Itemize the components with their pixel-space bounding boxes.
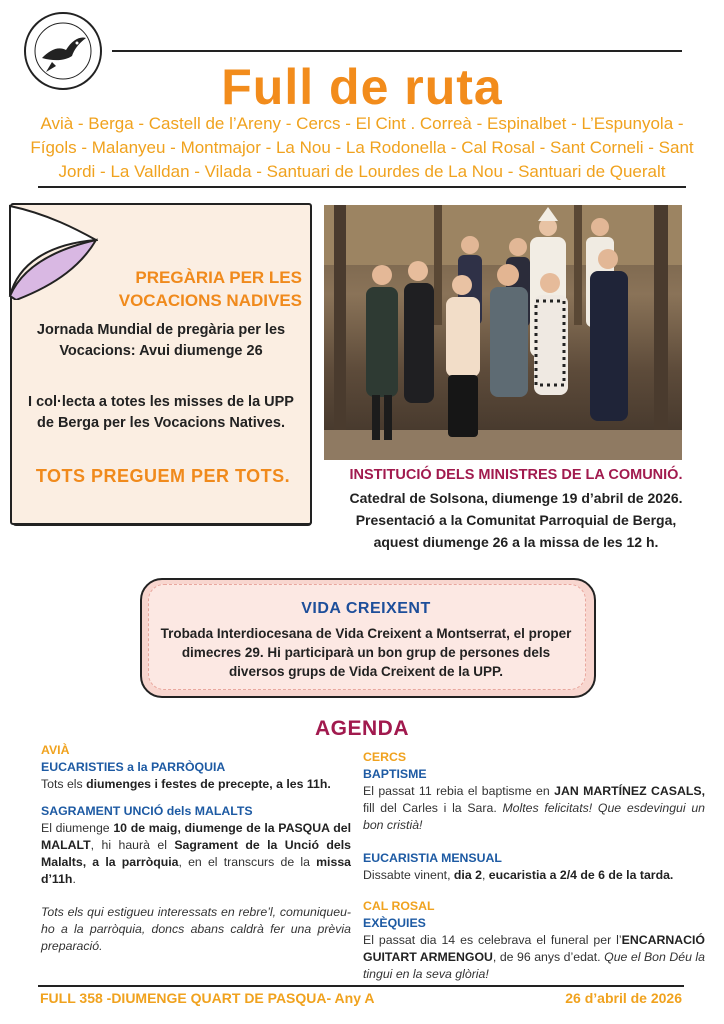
footer-date: 26 d’abril de 2026 [565, 990, 682, 1006]
prayer-title [80, 266, 302, 312]
town-cercs: CERCS [363, 750, 407, 764]
prayer-slogan: TOTS PREGUEM PER TOTS. [35, 466, 291, 486]
town-avia: AVIÀ [41, 743, 70, 757]
eucaristia-mensual-text [363, 867, 705, 884]
exequies-text [363, 932, 705, 983]
institucio-line-2: Presentació a la Comunitat Parroquial de Berga, [355, 512, 677, 528]
institucio-line-1: Catedral de Solsona, diumenge 19 d’abril de 2026. [349, 490, 683, 506]
uncio-note: Tots els qui estigueu interessats en rebre’l, comuniqueu-ho a la parròquia, doncs abans caldrà fer una prèvia preparació. [41, 905, 351, 953]
baptisme-text [363, 783, 705, 834]
page-title: Full de ruta [221, 59, 503, 115]
uncio-text-g: . [72, 872, 76, 886]
uncio-text-a: El diumenge [41, 821, 114, 835]
agenda-left-column [41, 742, 351, 955]
baptisme-text-d: Moltes felicitats! Que esdevingui un bon cristià! [363, 801, 705, 832]
mensual-text-b: dia 2 [453, 868, 482, 882]
baptisme-text-c: fill del Carles i la Sara. [363, 801, 503, 815]
eucaristies-text-a: Tots els [41, 777, 87, 791]
baptisme-text-b: JAN MARTÍNEZ CASALS, [554, 784, 705, 798]
section-uncio-malalts: SAGRAMENT UNCIÓ dels MALALTS [41, 804, 253, 818]
mensual-text-c: , [481, 868, 489, 882]
eucaristies-text [41, 776, 351, 793]
footer-issue: FULL 358 -DIUMENGE QUART DE PASQUA- Any A [40, 990, 375, 1006]
vida-creixent-title: VIDA CREIXENT [301, 600, 431, 617]
mensual-text-d: eucaristia a 2/4 de 6 de la tarda. [488, 868, 674, 882]
agenda-right-column [363, 749, 705, 983]
institucio-line-3: aquest diumenge 26 a la missa de les 12 h. [373, 534, 659, 550]
exequies-text-c: , de 96 anys d’edat. [492, 950, 605, 964]
town-cal-rosal: CAL ROSAL [363, 899, 435, 913]
uncio-text-e: , en el transcurs de la [178, 855, 317, 869]
eucaristies-text-b: diumenges i festes de precepte, a les 11h. [86, 777, 331, 791]
exequies-text-d: Que el Bon Déu la tingui en la seva glòria! [363, 950, 705, 981]
agenda-title: AGENDA [314, 717, 409, 740]
footer-rule [38, 985, 684, 987]
uncio-text-d: Sagrament de la Unció dels Malalts, a la parròquia [41, 838, 351, 869]
section-exequies: EXÈQUIES [363, 916, 426, 930]
uncio-malalts-text [41, 820, 351, 888]
places-list: Avià - Berga - Castell de l’Areny - Cercs - El Cint . Correà - Espinalbet - L’Espunyola - Fígols - Malanyeu - Montmajor - La Nou - La Rodonella - Cal Rosal - Sant Corneli - Sant Jordi - La Valldan - Vilada - Santuari de Lourdes de La Nou - Santuari de Queralt [30, 114, 694, 181]
prayer-paragraph-1: Jornada Mundial de pregària per les Vocacions: Avui diumenge 26 [36, 322, 286, 359]
prayer-title-line1: PREGÀRIA PER LES [135, 268, 302, 287]
section-eucaristia-mensual: EUCARISTIA MENSUAL [363, 851, 502, 865]
mensual-text-a: Dissabte vinent, [363, 868, 454, 882]
prayer-paragraph-2: I col·lecta a totes les misses de la UPP de Berga per les Vocacions Natives. [28, 394, 294, 431]
header-rule [112, 50, 682, 52]
uncio-text-b: 10 de maig, diumenge de la PASQUA del MALALT [41, 821, 351, 852]
section-eucaristies: EUCARISTIES a la PARRÒQUIA [41, 760, 226, 774]
baptisme-text-a: El passat 11 rebia el baptisme en [363, 784, 555, 798]
group-photo [324, 205, 682, 460]
exequies-text-a: El passat dia 14 es celebrava el funeral per l’ [363, 933, 622, 947]
prayer-title-line2: VOCACIONS NADIVES [118, 291, 302, 310]
section-baptisme: BAPTISME [363, 767, 427, 781]
uncio-text-c: , hi haurà el [90, 838, 175, 852]
exequies-text-b: ENCARNACIÓ GUITART ARMENGOU [363, 933, 705, 964]
vida-creixent-text: Trobada Interdiocesana de Vida Creixent a Montserrat, el proper dimecres 29. Hi participarà un bon grup de persones dels diversos grups de Vida Creixent de la UPP. [160, 626, 572, 679]
uncio-text-f: missa d’11h [41, 855, 351, 886]
institucio-title: INSTITUCIÓ DELS MINISTRES DE LA COMUNIÓ. [349, 467, 683, 483]
header-divider [38, 186, 686, 188]
